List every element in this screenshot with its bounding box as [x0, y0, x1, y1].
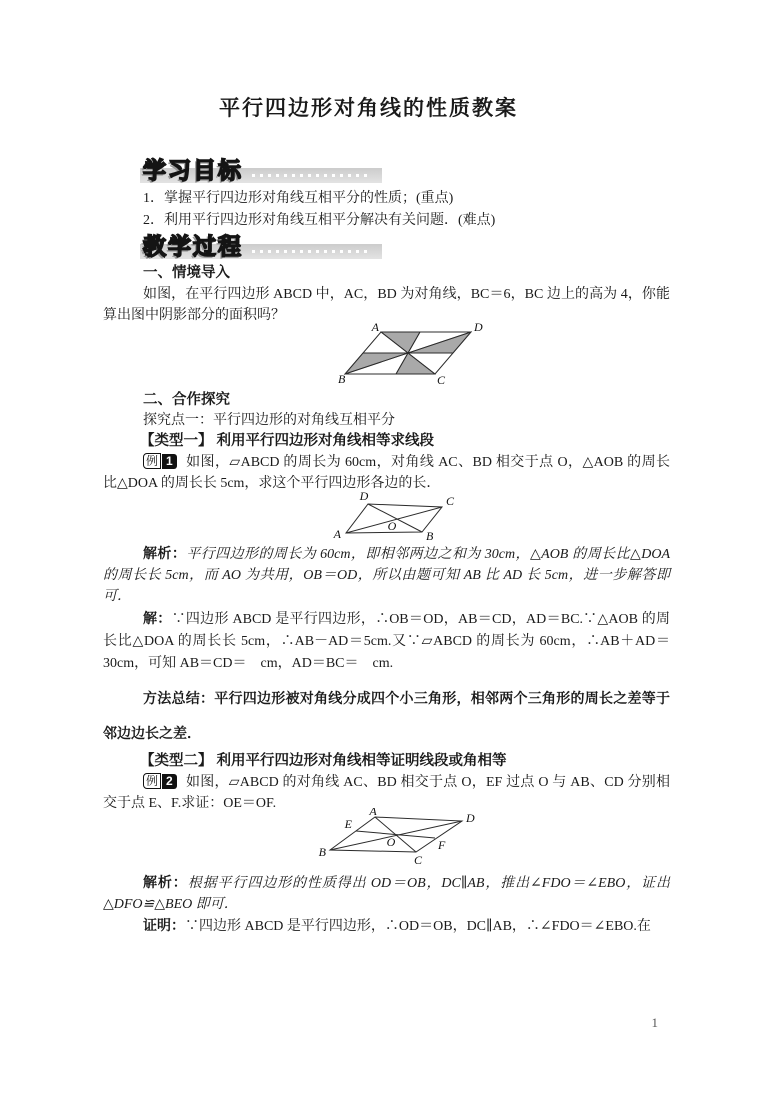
vertex-label-b: B [318, 845, 326, 859]
vertex-label-c: C [437, 373, 446, 386]
heading-intro: 一、情境导入 [143, 265, 230, 281]
vertex-label-b: B [426, 529, 434, 543]
line-ef [356, 831, 435, 838]
figure-example1 [331, 488, 506, 543]
point-label-e: E [344, 817, 352, 831]
example2-text: 如图，▱ABCD 的对角线 AC、BD 相交于点 O，EF 过点 O 与 AB、CD 分别相交于点 E、F.求证：OE＝OF. [103, 775, 670, 811]
summary-label: 方法总结： [143, 690, 215, 706]
method-summary-paragraph [103, 681, 670, 751]
intro-paragraph: 如图，在平行四边形 ABCD 中，AC，BD 为对角线，BC＝6，BC 边上的高为 4，你能算出图中阴影部分的面积吗？ [103, 287, 670, 323]
heading-type1: 【类型一】 利用平行四边形对角线相等求线段 [140, 433, 435, 449]
section-objectives-badge [140, 159, 382, 185]
example-badge-icon: 例 [143, 773, 161, 789]
example-number-badge: 2 [162, 774, 177, 789]
explore-point: 探究点一：平行四边形的对角线互相平分 [143, 413, 395, 428]
analysis-label: 解析： [143, 874, 188, 890]
vertex-label-d: D [359, 489, 369, 503]
point-label-o: O [387, 519, 397, 533]
objective-item-2: 2．利用平行四边形对角线互相平分解决有关问题．(难点) [143, 213, 496, 228]
example2-badge [143, 771, 177, 792]
section-process-badge [140, 235, 382, 261]
example-badge-icon: 例 [143, 453, 161, 469]
vertex-label-a: A [333, 527, 341, 541]
proof-text: ∵四边形 ABCD 是平行四边形，∴OD＝OB，DC∥AB，∴∠FDO＝∠EBO.在 [185, 919, 651, 934]
analysis1-paragraph [103, 543, 670, 607]
page-number: 1 [651, 1015, 658, 1030]
heading-explore: 二、合作探究 [143, 392, 230, 408]
objectives-list [103, 188, 670, 232]
figure-parallelogram-pinwheel [338, 322, 488, 386]
example1-badge [143, 451, 177, 472]
objective-item-1: 1．掌握平行四边形对角线互相平分的性质；(重点) [143, 191, 454, 206]
vertex-label-c: C [413, 853, 423, 867]
document-content [0, 93, 770, 937]
vertex-label-a: A [369, 808, 377, 818]
analysis2-paragraph [103, 872, 670, 915]
analysis1-text: 平行四边形的周长为 60cm，即相邻两边之和为 30cm，△AOB 的周长比△DOA 的周长长 5cm，而 AO 为共用，OB＝OD，所以由题可知 AB 比 AD 长 5cm，进一步解答即可． [103, 547, 671, 604]
example-number-badge: 1 [162, 454, 177, 469]
proof-label: 证明： [143, 917, 185, 933]
summary-text: 平行四边形被对角线分成四个小三角形，相邻两个三角形的周长之差等于邻边边长之差． [103, 690, 670, 741]
solution1-text: ∵四边形 ABCD 是平行四边形，∴OB＝OD，AB＝CD，AD＝BC.∵△AOB 的周长比△DOA 的周长长 5cm，∴AB－AD＝5cm.又∵▱ABCD 的周长为 60cm，∴AB＋AD＝30cm，可知 AB＝CD＝ cm，AD＝BC＝ cm. [103, 612, 670, 671]
example1-paragraph [103, 451, 670, 494]
heading-type2: 【类型二】 利用平行四边形对角线相等证明线段或角相等 [140, 753, 507, 769]
solution-label: 解： [143, 610, 172, 626]
process-badge-label: 教学过程 [143, 233, 243, 259]
point-label-o: O [386, 835, 396, 849]
example1-text: 如图，▱ABCD 的周长为 60cm，对角线 AC、BD 相交于点 O，△AOB 的周长比△DOA 的周长长 5cm，求这个平行四边形各边的长． [103, 455, 670, 491]
analysis2-text: 根据平行四边形的性质得出 OD＝OB，DC∥AB，推出∠FDO＝∠EBO，证出△DFO≌△BEO 即可． [103, 876, 671, 912]
vertex-label-c: C [446, 494, 455, 508]
analysis-label: 解析： [143, 545, 187, 561]
vertex-label-a: A [371, 322, 379, 334]
point-label-f: F [438, 838, 446, 852]
vertex-label-b: B [338, 372, 346, 386]
vertex-label-d: D [474, 322, 483, 334]
objectives-badge-label: 学习目标 [143, 157, 243, 183]
figure-example2 [298, 808, 538, 872]
solution1-paragraph [103, 607, 670, 675]
vertex-label-d: D [466, 811, 475, 825]
document-page [0, 93, 770, 1093]
page-title: 平行四边形对角线的性质教案 [219, 96, 518, 120]
proof-paragraph [103, 915, 670, 937]
